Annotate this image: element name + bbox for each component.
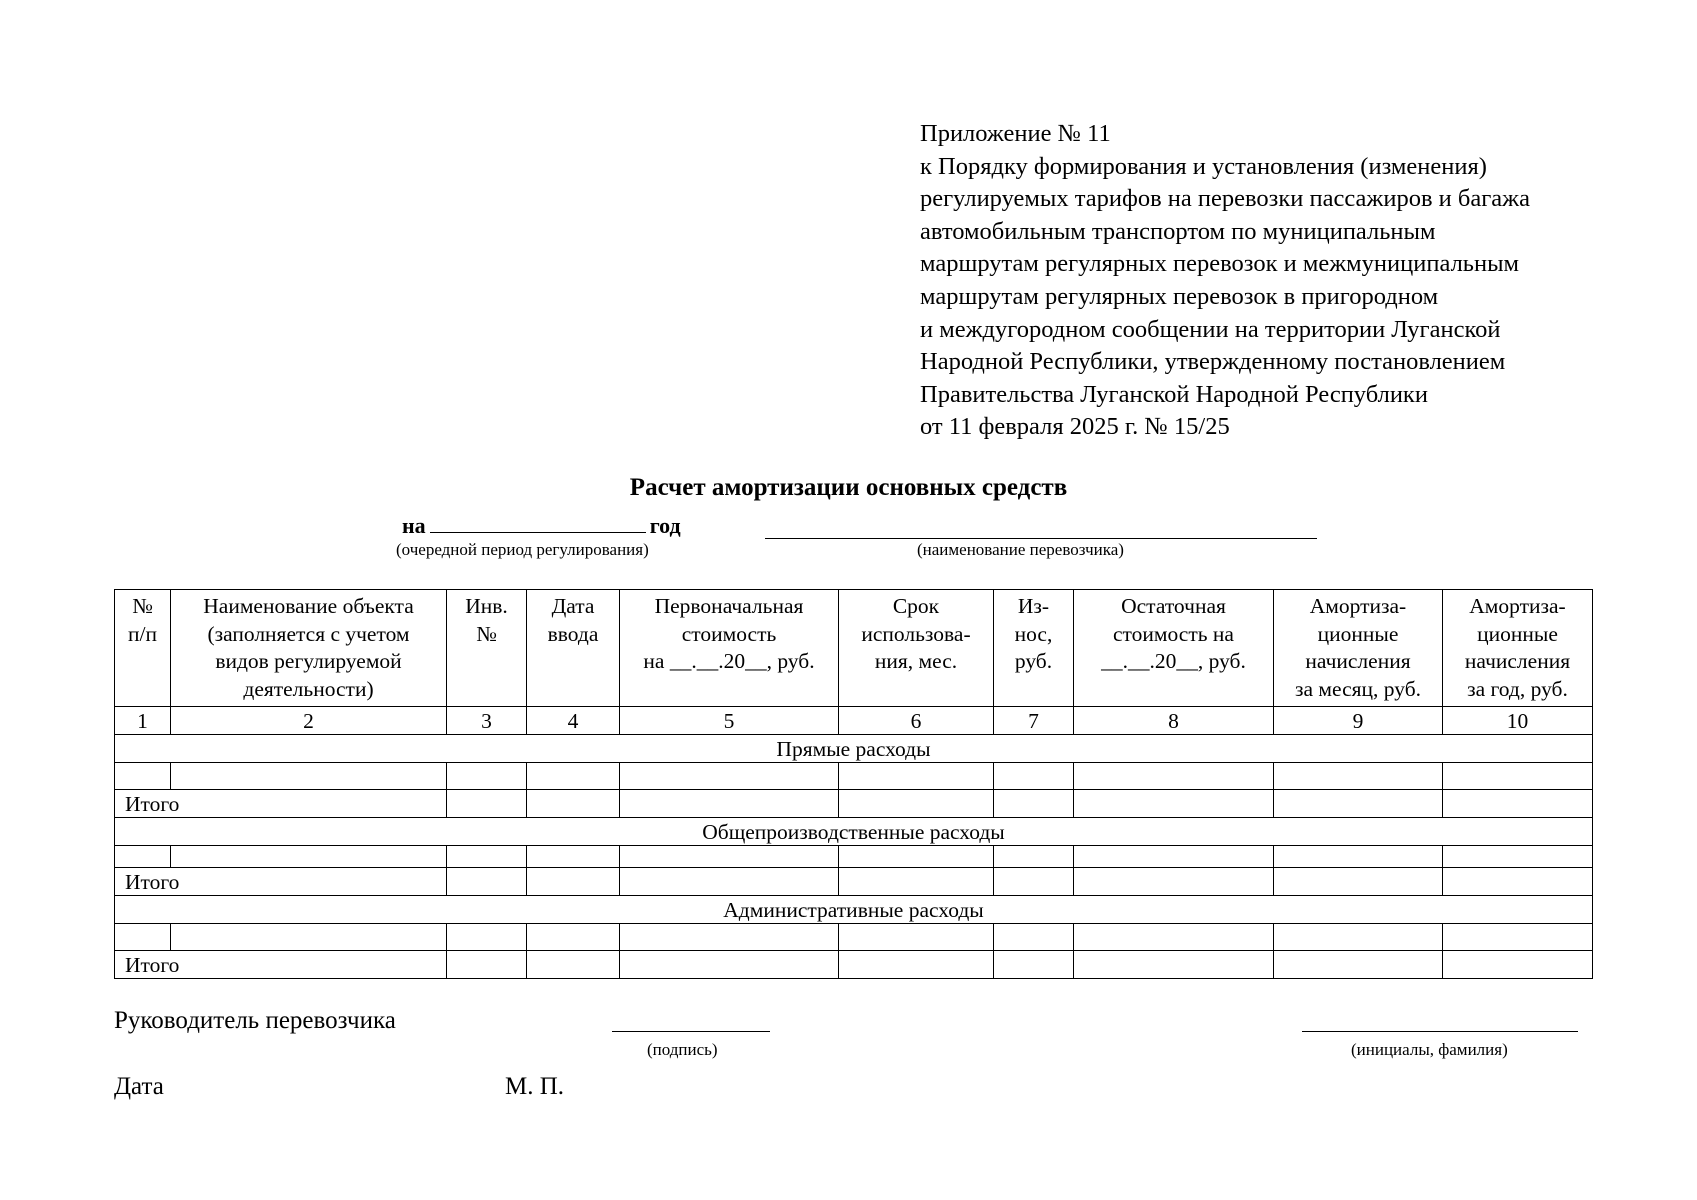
column-number: 3 [447, 707, 527, 735]
column-number: 8 [1074, 707, 1274, 735]
total-cell[interactable] [1274, 790, 1443, 818]
depreciation-table [114, 589, 1593, 979]
total-cell[interactable] [839, 868, 994, 896]
column-number: 9 [1274, 707, 1443, 735]
total-cell[interactable] [447, 951, 527, 979]
stamp-label: М. П. [505, 1073, 565, 1100]
table-cell[interactable] [1443, 924, 1593, 951]
table-cell[interactable] [1274, 763, 1443, 790]
table-cell[interactable] [994, 846, 1074, 868]
appendix-line: автомобильным транспортом по муниципальным [920, 217, 1436, 245]
column-header: Дата ввода [527, 590, 620, 707]
period-line [402, 512, 681, 539]
carrier-name-blank[interactable] [765, 538, 1317, 539]
table-cell[interactable] [620, 846, 839, 868]
total-cell[interactable] [527, 790, 620, 818]
total-cell[interactable] [620, 868, 839, 896]
column-header: № п/п [115, 590, 171, 707]
period-blank[interactable] [430, 512, 646, 533]
table-cell[interactable] [171, 846, 447, 868]
table-cell[interactable] [620, 763, 839, 790]
column-number: 10 [1443, 707, 1593, 735]
column-header: Амортиза- ционные начисления за месяц, руб. [1274, 590, 1443, 707]
period-suffix: год [649, 513, 681, 538]
table-row [115, 846, 1593, 868]
total-cell[interactable] [994, 951, 1074, 979]
appendix-line: и междугородном сообщении на территории Луганской [920, 315, 1501, 343]
appendix-block [920, 118, 1640, 444]
total-cell[interactable] [447, 790, 527, 818]
head-label: Руководитель перевозчика [114, 1007, 396, 1034]
table-cell[interactable] [447, 763, 527, 790]
total-label: Итого [115, 790, 447, 818]
column-header: Остаточная стоимость на __.__.20__, руб. [1074, 590, 1274, 707]
total-cell[interactable] [1274, 868, 1443, 896]
appendix-line: Народной Республики, утвержденному постановлением [920, 348, 1506, 376]
column-number: 5 [620, 707, 839, 735]
appendix-line: маршрутам регулярных перевозок и межмуниципальным [920, 250, 1520, 278]
appendix-line: к Порядку формирования и установления (изменения) [920, 152, 1487, 180]
total-cell[interactable] [994, 868, 1074, 896]
total-cell[interactable] [1074, 951, 1274, 979]
table-cell[interactable] [527, 763, 620, 790]
section-title: Прямые расходы [115, 735, 1593, 763]
total-row [115, 790, 1593, 818]
table-cell[interactable] [447, 846, 527, 868]
table-row [115, 763, 1593, 790]
appendix-line: от 11 февраля 2025 г. № 15/25 [920, 413, 1230, 441]
column-header: Срок использова- ния, мес. [839, 590, 994, 707]
column-number: 2 [171, 707, 447, 735]
total-cell[interactable] [1443, 868, 1593, 896]
total-cell[interactable] [527, 951, 620, 979]
table-cell[interactable] [447, 924, 527, 951]
table-cell[interactable] [171, 924, 447, 951]
total-cell[interactable] [1443, 951, 1593, 979]
section-row [115, 735, 1593, 763]
column-header: Амортиза- ционные начисления за год, руб. [1443, 590, 1593, 707]
appendix-line: Правительства Луганской Народной Республики [920, 380, 1428, 408]
total-label: Итого [115, 951, 447, 979]
table-cell[interactable] [115, 763, 171, 790]
document-title: Расчет амортизации основных средств [629, 474, 1068, 501]
total-label: Итого [115, 868, 447, 896]
total-cell[interactable] [1443, 790, 1593, 818]
table-cell[interactable] [994, 763, 1074, 790]
table-cell[interactable] [1074, 763, 1274, 790]
total-cell[interactable] [527, 868, 620, 896]
total-cell[interactable] [839, 790, 994, 818]
date-label: Дата [114, 1073, 164, 1100]
total-cell[interactable] [839, 951, 994, 979]
table-cell[interactable] [1443, 763, 1593, 790]
name-caption: (инициалы, фамилия) [1351, 1040, 1508, 1059]
column-number: 1 [115, 707, 171, 735]
header-row [115, 590, 1593, 707]
signature-caption: (подпись) [647, 1040, 718, 1059]
column-header: Из- нос, руб. [994, 590, 1074, 707]
column-header: Инв. № [447, 590, 527, 707]
section-title: Общепроизводственные расходы [115, 818, 1593, 846]
section-row [115, 896, 1593, 924]
total-cell[interactable] [620, 790, 839, 818]
table-cell[interactable] [839, 924, 994, 951]
total-row [115, 951, 1593, 979]
name-blank[interactable] [1302, 1031, 1578, 1032]
table-cell[interactable] [1074, 846, 1274, 868]
total-cell[interactable] [447, 868, 527, 896]
table-cell[interactable] [527, 846, 620, 868]
period-caption: (очередной период регулирования) [396, 540, 649, 559]
column-header: Первоначальная стоимость на __.__.20__, руб. [620, 590, 839, 707]
table-cell[interactable] [620, 924, 839, 951]
table-cell[interactable] [994, 924, 1074, 951]
column-header: Наименование объекта (заполняется с учетом видов регулируемой деятельности) [171, 590, 447, 707]
table-cell[interactable] [839, 763, 994, 790]
section-title: Административные расходы [115, 896, 1593, 924]
table-cell[interactable] [1074, 924, 1274, 951]
table-cell[interactable] [1274, 846, 1443, 868]
table-cell[interactable] [115, 924, 171, 951]
total-cell[interactable] [1074, 868, 1274, 896]
total-cell[interactable] [620, 951, 839, 979]
table-cell[interactable] [527, 924, 620, 951]
table-cell[interactable] [171, 763, 447, 790]
total-cell[interactable] [1274, 951, 1443, 979]
appendix-line: регулируемых тарифов на перевозки пассажиров и багажа [920, 185, 1530, 213]
column-number: 4 [527, 707, 620, 735]
section-row [115, 818, 1593, 846]
carrier-caption: (наименование перевозчика) [917, 540, 1124, 559]
table-cell[interactable] [1274, 924, 1443, 951]
total-cell[interactable] [1074, 790, 1274, 818]
column-number: 7 [994, 707, 1074, 735]
total-cell[interactable] [994, 790, 1074, 818]
column-number: 6 [839, 707, 994, 735]
table-row [115, 924, 1593, 951]
column-number-row [115, 707, 1593, 735]
period-prefix: на [402, 513, 426, 538]
appendix-line: Приложение № 11 [920, 120, 1111, 147]
table-cell[interactable] [115, 846, 171, 868]
table-cell[interactable] [1443, 846, 1593, 868]
total-row [115, 868, 1593, 896]
table-cell[interactable] [839, 846, 994, 868]
signature-blank[interactable] [612, 1031, 770, 1032]
appendix-line: маршрутам регулярных перевозок в пригородном [920, 282, 1439, 310]
